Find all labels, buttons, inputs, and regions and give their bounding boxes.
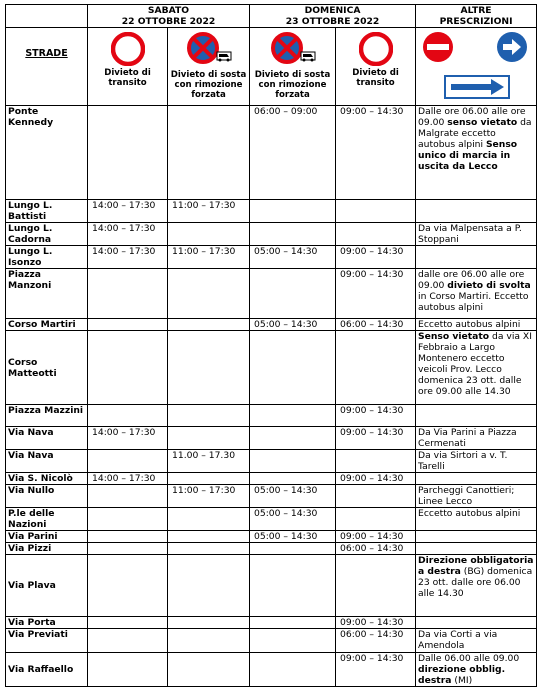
- sabato-date: 22 OTTOBRE 2022: [121, 16, 216, 27]
- table-row: [6, 485, 537, 508]
- sab-sosta-header: [168, 28, 250, 106]
- altre-prescrizioni-cell: [416, 331, 537, 405]
- sab-sosta-cell: [168, 617, 250, 629]
- altre-prescrizioni-cell: [416, 223, 537, 246]
- sab-sosta-cell: [168, 319, 250, 331]
- no-parking-tow-sign-icon: [270, 32, 316, 68]
- table-row: [6, 331, 537, 405]
- sab-sosta-cell: 11:00 – 17:30: [168, 200, 250, 223]
- sabato-day: SABATO: [147, 5, 190, 16]
- sab-transito-cell: [88, 331, 168, 405]
- altre-prescrizioni-cell: [416, 629, 537, 653]
- sab-transito-cell: [88, 653, 168, 687]
- altre-prescrizioni-cell: [416, 246, 537, 269]
- altre-signs: [419, 30, 534, 104]
- dom-transito-cell: 09:00 – 14:30: [336, 617, 416, 629]
- altre-text: in Corso Martiri. Eccetto autobus alpini: [418, 291, 529, 313]
- dom-sosta-cell: [250, 427, 336, 450]
- table-row: [6, 269, 537, 319]
- sab-sosta-cell: [168, 531, 250, 543]
- sab-sosta-cell: [168, 543, 250, 555]
- sab-sosta-cell: [168, 269, 250, 319]
- dom-transito-cell: 09:00 – 14:30: [336, 269, 416, 319]
- altre-text: dalle ore 06.00 alle ore 09.00: [418, 269, 525, 291]
- domenica-date: 23 OTTOBRE 2022: [285, 16, 380, 27]
- sab-transito-cell: [88, 617, 168, 629]
- dom-transito-cell: 09:00 – 14:30: [336, 106, 416, 200]
- altre-text: da via XI Febbraio a Largo Montenero eccetto veicoli Prov. Lecco domenica 23 ott. dalle ore 09.00 alle 14.30: [418, 331, 532, 397]
- dom-transito-cell: 09:00 – 14:30: [336, 246, 416, 269]
- altre-prescrizioni-cell: [416, 617, 537, 629]
- table-row: [6, 450, 537, 473]
- table-row: [6, 543, 537, 555]
- altre-prescrizioni-cell: [416, 200, 537, 223]
- dom-sosta-cell: [250, 223, 336, 246]
- dom-sosta-cell: [250, 629, 336, 653]
- sab-transito-cell: [88, 450, 168, 473]
- altre-bold-text: Senso vietato: [418, 331, 490, 342]
- sab-sosta-cell: [168, 223, 250, 246]
- altre-prescrizioni-cell: [416, 473, 537, 485]
- dom-transito-cell: 09:00 – 14:30: [336, 473, 416, 485]
- road-name: Via Nava: [6, 427, 88, 450]
- altre-line1: ALTRE: [460, 5, 492, 16]
- sab-sosta-cell: [168, 508, 250, 531]
- dom-transito-cell: [336, 450, 416, 473]
- road-name: Via Porta: [6, 617, 88, 629]
- sab-transito-cell: [88, 106, 168, 200]
- dom-sosta-cell: 05:00 – 14:30: [250, 508, 336, 531]
- sab-transito-cell: [88, 405, 168, 427]
- table-row: [6, 405, 537, 427]
- road-name: Lungo L. Battisti: [6, 200, 88, 223]
- sab-sosta-cell: [168, 555, 250, 617]
- header-row-days: [6, 5, 537, 28]
- sab-sosta-cell: 11.00 – 17.30: [168, 450, 250, 473]
- sab-transito-cell: [88, 531, 168, 543]
- altre-text: Parcheggi Canottieri; Linee Lecco: [418, 485, 515, 507]
- road-name: Corso Matteotti: [6, 331, 88, 405]
- road-name: Via Plava: [6, 555, 88, 617]
- altre-signs-header: [416, 28, 537, 106]
- table-row: [6, 531, 537, 543]
- altre-prescrizioni-cell: [416, 508, 537, 531]
- sabato-header: [88, 5, 250, 28]
- table-row: [6, 508, 537, 531]
- table-row: [6, 653, 537, 687]
- no-parking-tow-sign-icon: [186, 32, 232, 68]
- dom-sosta-cell: [250, 200, 336, 223]
- dom-sosta-cell: [250, 543, 336, 555]
- domenica-header: [250, 5, 416, 28]
- dom-transito-cell: [336, 200, 416, 223]
- road-name: Via Nullo: [6, 485, 88, 508]
- dom-transito-cell: [336, 485, 416, 508]
- dom-sosta-cell: [250, 555, 336, 617]
- road-name: Lungo L. Cadorna: [6, 223, 88, 246]
- dom-sosta-cell: [250, 269, 336, 319]
- dom-sosta-cell: [250, 473, 336, 485]
- altre-text: Dalle 06.00 alle 09.00: [418, 653, 520, 664]
- road-name: Ponte Kennedy: [6, 106, 88, 200]
- dom-transito-cell: [336, 508, 416, 531]
- sab-sosta-cell: 11:00 – 17:30: [168, 485, 250, 508]
- altre-prescrizioni-cell: [416, 405, 537, 427]
- altre-prescrizioni-cell: [416, 269, 537, 319]
- road-name: P.le delle Nazioni: [6, 508, 88, 531]
- sab-transito-cell: 14:00 – 17:30: [88, 200, 168, 223]
- sab-transito-cell: [88, 629, 168, 653]
- no-entry-sign-icon: [423, 32, 453, 62]
- sab-sosta-cell: [168, 405, 250, 427]
- header-row-signs: [6, 28, 537, 106]
- divieto-sosta-label: Divieto di sosta con rimozione forzata: [170, 70, 247, 100]
- dom-transito-cell: 06:00 – 14:30: [336, 543, 416, 555]
- altre-text: Da via Malpensata a P. Stoppani: [418, 223, 522, 245]
- altre-prescrizioni-cell: [416, 653, 537, 687]
- sab-transito-cell: [88, 555, 168, 617]
- dom-transito-cell: 09:00 – 14:30: [336, 531, 416, 543]
- dom-transito-cell: 09:00 – 14:30: [336, 427, 416, 450]
- sab-transito-cell: [88, 485, 168, 508]
- altre-text: (BG) domenica 23 ott. dalle ore 06.00 alle 14.30: [418, 566, 533, 599]
- altre-text: Da via Corti a via Amendola: [418, 629, 498, 651]
- table-row: [6, 223, 537, 246]
- strade-label: STRADE: [25, 48, 68, 59]
- road-name: Via Pizzi: [6, 543, 88, 555]
- altre-bold-text: direzione obblig. destra: [418, 664, 506, 686]
- sab-transito-cell: [88, 543, 168, 555]
- altre-header: [416, 5, 537, 28]
- table-row: [6, 617, 537, 629]
- altre-prescrizioni-cell: [416, 543, 537, 555]
- table-row: [6, 555, 537, 617]
- domenica-day: DOMENICA: [304, 5, 361, 16]
- altre-prescrizioni-cell: [416, 106, 537, 200]
- road-name: Via Raffaello: [6, 653, 88, 687]
- road-name: Lungo L. Isonzo: [6, 246, 88, 269]
- altre-bold-text: Direzione obbligatoria a destra: [418, 555, 534, 577]
- dom-transito-cell: [336, 223, 416, 246]
- altre-prescrizioni-cell: [416, 555, 537, 617]
- sab-sosta-cell: 11:00 – 17:30: [168, 246, 250, 269]
- traffic-restrictions-table: [5, 4, 537, 687]
- table-row: [6, 200, 537, 223]
- sab-sosta-cell: [168, 331, 250, 405]
- mandatory-right-sign-icon: [497, 32, 527, 62]
- altre-bold-text: senso vietato: [447, 117, 518, 128]
- altre-text: (MI): [451, 675, 473, 686]
- sab-sosta-cell: [168, 473, 250, 485]
- altre-prescrizioni-cell: [416, 485, 537, 508]
- sab-sosta-cell: [168, 106, 250, 200]
- dom-transito-cell: 09:00 – 14:30: [336, 653, 416, 687]
- altre-prescrizioni-cell: [416, 427, 537, 450]
- table-row: [6, 427, 537, 450]
- dom-sosta-cell: [250, 331, 336, 405]
- altre-bold-text: Senso unico di marcia in uscita da Lecco: [418, 139, 518, 172]
- dom-sosta-header: [250, 28, 336, 106]
- road-name: Via S. Nicolò: [6, 473, 88, 485]
- no-transit-sign-icon: [359, 32, 393, 66]
- no-transit-sign-icon: [111, 32, 145, 66]
- altre-prescrizioni-cell: [416, 319, 537, 331]
- sab-transito-cell: 14:00 – 17:30: [88, 427, 168, 450]
- altre-line2: PRESCRIZIONI: [439, 16, 513, 27]
- divieto-sosta-label: Divieto di sosta con rimozione forzata: [254, 70, 331, 100]
- altre-prescrizioni-cell: [416, 450, 537, 473]
- road-name: Corso Martiri: [6, 319, 88, 331]
- altre-text: Dalle ore 06.00 alle ore 09.00: [418, 106, 526, 128]
- road-name: Via Previati: [6, 629, 88, 653]
- table-row: [6, 629, 537, 653]
- dom-sosta-cell: 06:00 – 09:00: [250, 106, 336, 200]
- dom-transito-cell: 09:00 – 14:30: [336, 405, 416, 427]
- altre-bold-text: divieto di svolta: [447, 280, 531, 291]
- dom-transito-cell: [336, 331, 416, 405]
- dom-sosta-cell: [250, 405, 336, 427]
- divieto-transito-label: Divieto di transito: [104, 68, 151, 88]
- table-row: [6, 319, 537, 331]
- sab-transito-cell: [88, 269, 168, 319]
- dom-sosta-cell: 05:00 – 14:30: [250, 485, 336, 508]
- sab-transito-cell: [88, 508, 168, 531]
- dom-transito-cell: [336, 555, 416, 617]
- divieto-transito-label: Divieto di transito: [352, 68, 399, 88]
- dom-transito-cell: 06:00 – 14:30: [336, 629, 416, 653]
- dom-transito-header: [336, 28, 416, 106]
- table-row: [6, 473, 537, 485]
- sab-transito-cell: 14:00 – 17:30: [88, 246, 168, 269]
- altre-text: Da via Sirtori a v. T. Tarelli: [418, 450, 508, 472]
- table-row: [6, 106, 537, 200]
- dom-transito-cell: 06:00 – 14:30: [336, 319, 416, 331]
- altre-text: Eccetto autobus alpini: [418, 319, 521, 330]
- sab-transito-cell: [88, 319, 168, 331]
- sab-sosta-cell: [168, 653, 250, 687]
- sab-transito-cell: 14:00 – 17:30: [88, 223, 168, 246]
- altre-prescrizioni-cell: [416, 531, 537, 543]
- road-name: Piazza Mazzini: [6, 405, 88, 427]
- dom-sosta-cell: [250, 617, 336, 629]
- corner-cell: [6, 5, 88, 28]
- road-name: Via Nava: [6, 450, 88, 473]
- sab-transito-header: [88, 28, 168, 106]
- table-row: [6, 246, 537, 269]
- dom-sosta-cell: [250, 653, 336, 687]
- dom-sosta-cell: 05:00 – 14:30: [250, 246, 336, 269]
- sab-transito-cell: 14:00 – 17:30: [88, 473, 168, 485]
- dom-sosta-cell: 05:00 – 14:30: [250, 531, 336, 543]
- table-body: [6, 106, 537, 687]
- dom-sosta-cell: 05:00 – 14:30: [250, 319, 336, 331]
- altre-text: Eccetto autobus alpini: [418, 508, 521, 519]
- road-name: Piazza Manzoni: [6, 269, 88, 319]
- strade-header-cell: [6, 28, 88, 106]
- dom-sosta-cell: [250, 450, 336, 473]
- altre-text: Da Via Parini a Piazza Cermenati: [418, 427, 517, 449]
- one-way-arrow-sign-icon: [444, 75, 510, 99]
- road-name: Via Parini: [6, 531, 88, 543]
- sab-sosta-cell: [168, 427, 250, 450]
- sab-sosta-cell: [168, 629, 250, 653]
- altre-text: da Malgrate eccetto autobus alpini: [418, 117, 532, 150]
